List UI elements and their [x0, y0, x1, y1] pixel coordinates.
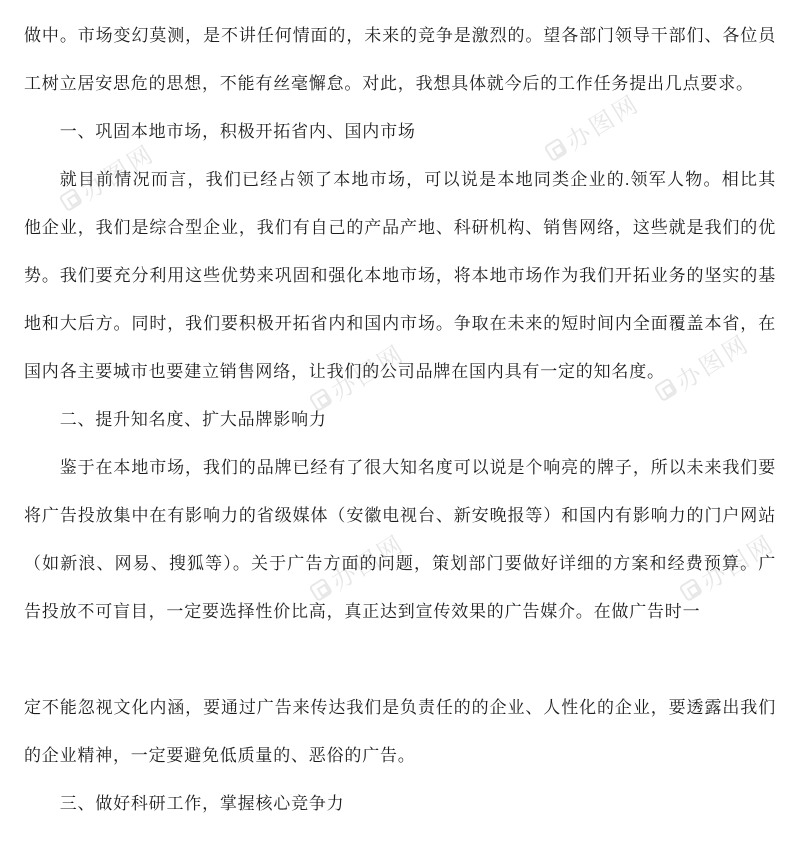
section-heading-2: 二、提升知名度、扩大品牌影响力: [59, 410, 327, 429]
section-heading-3: 三、做好科研工作，掌握核心竞争力: [59, 794, 345, 813]
watermark-text: 办图网: [561, 90, 645, 156]
top-partial-line: [24, 0, 776, 12]
paragraph-section-2-continued: 定不能忽视文化内涵，要通过广告来传达我们是负责任的的企业、人性化的企业，要透露出我们的企业精神，一定要避免低质量的、恶俗的广告。: [24, 698, 776, 765]
watermark-text: 办图网: [326, 530, 410, 596]
watermark-text: 办图网: [696, 530, 780, 596]
paragraph-section-1: 就目前情况而言，我们已经占领了本地市场，可以说是本地同类企业的.领军人物。相比其他企业，我们是综合型企业，我们有自己的产品产地、科研机构、销售网络，这些就是我们的优势。我们要充分利用这些优势来巩固和强化本地市场，将本地市场作为我们开拓业务的坚实的基地和大后方。同时，我们要积极开拓省内和国内市场。争取在未来的短时间内全面覆盖本省，在国内各主要城市也要建立销售网络，让我们的公司品牌在国内具有一定的知名度。: [24, 170, 776, 381]
watermark-text: 办图网: [326, 340, 410, 406]
paragraph-continuation: 做中。市场变幻莫测，是不讲任何情面的，未来的竞争是激烈的。望各部门领导干部们、各位员工树立居安思危的思想，不能有丝毫懈怠。对此，我想具体就今后的工作任务提出几点要求。: [24, 26, 776, 93]
section-heading-1: 一、巩固本地市场，积极开拓省内、国内市场: [59, 122, 416, 141]
paragraph-section-2: 鉴于在本地市场，我们的品牌已经有了很大知名度可以说是个响亮的牌子，所以未来我们要将广告投放集中在有影响力的省级媒体（安徽电视台、新安晚报等）和国内有影响力的门户网站（如新浪、网易、搜狐等）。关于广告方面的问题，策划部门要做好详细的方案和经费预算。广告投放不可盲目，一定要选择性价比高，真正达到宣传效果的广告媒介。在做广告时一: [24, 458, 776, 621]
watermark-text: 办图网: [76, 140, 160, 206]
watermark-text: 办图网: [671, 330, 755, 396]
page-break-gap: [24, 636, 776, 684]
